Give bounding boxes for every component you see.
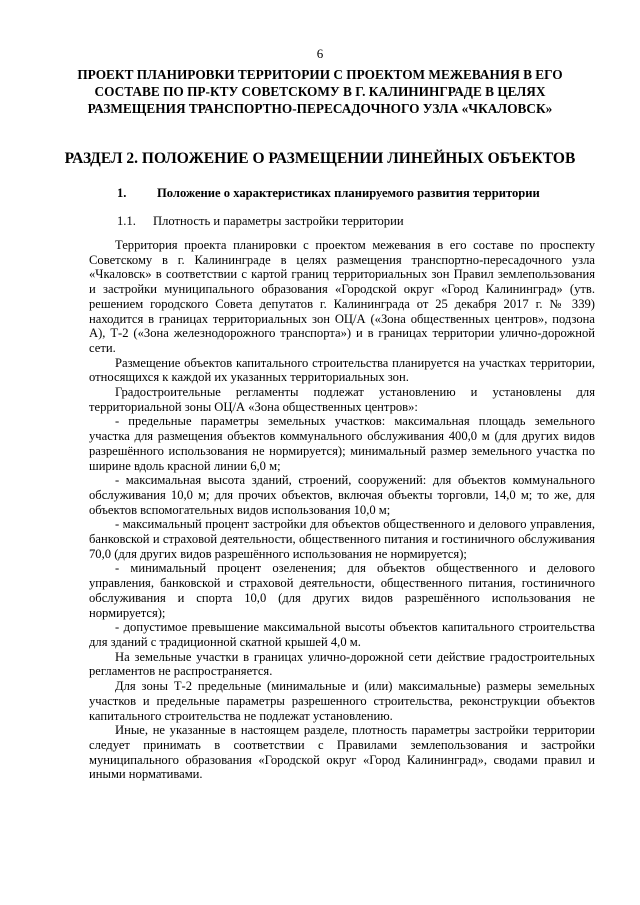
document-title: ПРОЕКТ ПЛАНИРОВКИ ТЕРРИТОРИИ С ПРОЕКТОМ МЕЖЕВАНИЯ В ЕГО СОСТАВЕ ПО ПР-КТУ СОВЕТСКОМУ В Г. КАЛИНИНГРАДЕ В ЦЕЛЯХ РАЗМЕЩЕНИЯ ТРАНСПОРТНО-ПЕРЕСАДОЧНОГО УЗЛА «ЧКАЛОВСК»	[77, 67, 563, 116]
subheading-1-1-number: 1.1.	[117, 214, 136, 228]
paragraph-regulations: Градостроительные регламенты подлежат установлению и установлены для территориальной зоны ОЦ/А «Зона общественных центров»:	[89, 385, 595, 414]
page-number: 6	[316, 46, 324, 61]
subheading-1-text: Положение о характеристиках планируемого развития территории	[157, 186, 540, 200]
list-item-max-coverage: - максимальный процент застройки для объектов общественного и делового управления, банковской и страховой деятельности, общественного питания и гостиничного обслуживания 70,0 (для других видов разрешённого использования не нормируется);	[89, 517, 595, 561]
list-item-min-greening: - минимальный процент озеленения; для объектов общественного и делового управления, банковской и страховой деятельности, общественного питания, гостиничного обслуживания и спорта 10,0 (для других видов разрешённого использования не нормируется);	[89, 561, 595, 620]
body-text	[89, 238, 595, 782]
paragraph-other: Иные, не указанные в настоящем разделе, плотность параметры застройки территории следует принимать в соответствии с Правилами землепользования и застройки муниципального образования «Городской округ «Город Калининград», сводами правил и иными нормативами.	[89, 723, 595, 782]
subheading-1-1-text: Плотность и параметры застройки территории	[153, 214, 404, 228]
list-item-plot-parameters: - предельные параметры земельных участков: максимальная площадь земельного участка для размещения объектов коммунального обслуживания 400,0 м (для других видов разрешённого использования не нормируется); минимальный размер земельного участка по ширине вдоль красной линии 6,0 м;	[89, 414, 595, 473]
subheading-1	[117, 186, 617, 201]
paragraph-placement: Размещение объектов капитального строительства планируется на участках территории, относящихся к каждой их указанных территориальных зон.	[89, 355, 595, 385]
paragraph-street-network: На земельные участки в границах улично-дорожной сети действие градостроительных регламентов не распространяется.	[89, 649, 595, 679]
list-item-height-excess: - допустимое превышение максимальной высоты объектов капитального строительства для зданий с традиционной скатной крышей 4,0 м.	[89, 620, 595, 649]
paragraph-territory: Территория проекта планировки с проектом межевания в его составе по проспекту Советскому в г. Калининграде в целях размещения транспортно-пересадочного узла «Чкаловск» в соответствии с картой границ территориальных зон Правил землепользования и застройки муниципального образования «Городской округ «Город Калининград» (утв. решением городского Совета депутатов г. Калининграда от 25 декабря 2017 г. № 339) находится в границах территориальных зон ОЦ/А («Зона общественных центров», подзона А), Т-2 («Зона железнодорожного транспорта») и в границах территории улично-дорожной сети.	[89, 238, 595, 355]
paragraph-zone-t2: Для зоны Т-2 предельные (минимальные и (или) максимальные) размеры земельных участков и предельные параметры разрешенного строительства, реконструкции объектов капитального строительства не подлежат установлению.	[89, 679, 595, 723]
subheading-1-1	[117, 214, 617, 229]
section-heading: РАЗДЕЛ 2. ПОЛОЖЕНИЕ О РАЗМЕЩЕНИИ ЛИНЕЙНЫХ ОБЪЕКТОВ	[64, 150, 576, 167]
subheading-1-number: 1.	[117, 186, 127, 200]
list-item-max-height: - максимальная высота зданий, строений, сооружений: для объектов коммунального обслуживания 10,0 м; для прочих объектов, включая объекты торговли, 14,0 м; то же, для объектов вспомогательных видов использования 10,0 м;	[89, 473, 595, 517]
